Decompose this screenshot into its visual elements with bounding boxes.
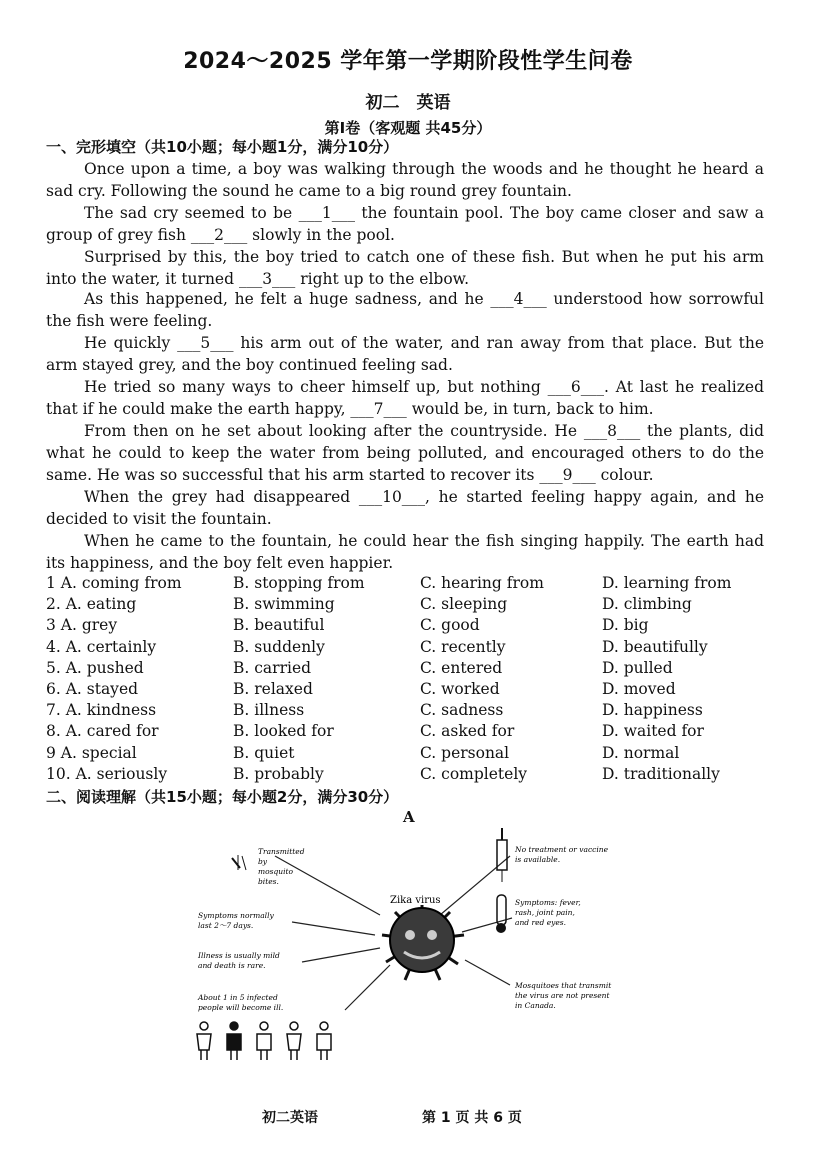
cloze-paragraph: The sad cry seemed to be ___1___ the fountain pool. The boy came closer and saw a group of grey fish ___2___ slowly in the pool. [46, 204, 764, 244]
answer-option: B. beautiful [233, 616, 325, 635]
answer-option: 2. A. eating [46, 595, 137, 614]
answer-option: D. pulled [602, 658, 673, 677]
answer-option: D. learning from [602, 574, 732, 592]
answer-option: 8. A. cared for [46, 722, 159, 741]
figure-note: Mosquitoes that transmit the virus are not present in Canada. [515, 981, 612, 1010]
answer-option: C. asked for [420, 722, 515, 741]
cloze-paragraph: Once upon a time, a boy was walking through the woods and he thought he heard a sad cry. Following the sound he came to a big round grey fountain. [46, 160, 764, 200]
answer-option: D. moved [602, 680, 676, 698]
answer-option: B. illness [233, 701, 305, 720]
answer-option: D. waited for [602, 722, 704, 741]
answer-option: C. sleeping [420, 595, 508, 614]
answer-option: C. recently [420, 637, 506, 656]
footer-page-number: 第 1 页 共 6 页 [422, 1110, 522, 1126]
answer-option: B. probably [233, 764, 324, 783]
answer-option: B. looked for [233, 722, 334, 741]
passage-label: A [403, 808, 415, 826]
answer-option: 7. A. kindness [46, 701, 157, 720]
answer-option: C. entered [420, 658, 503, 677]
cloze-paragraph: When he came to the fountain, he could hear the fish singing happily. The earth had its happiness, and the boy felt even happier. [46, 532, 764, 572]
answer-option: 10. A. seriously [46, 764, 168, 783]
answer-option: D. climbing [602, 595, 692, 614]
answer-option: B. stopping from [233, 574, 365, 592]
footer-subject: 初二英语 [262, 1110, 318, 1126]
figure-note: Symptoms: fever, rash, joint pain, and red eyes. [515, 898, 581, 927]
answer-option: C. completely [420, 764, 528, 783]
answer-option: C. personal [420, 743, 510, 762]
exam-subject: 初二 英语 [365, 93, 451, 113]
answer-option: C. sadness [420, 701, 504, 720]
answer-option: B. suddenly [233, 637, 325, 656]
answer-option: B. relaxed [233, 680, 313, 698]
figure-note: No treatment or vaccine is available. [515, 845, 609, 864]
figure-note: Symptoms normally last 2～7 days. [198, 911, 274, 930]
cloze-paragraph: Surprised by this, the boy tried to catch one of these fish. But when he put his arm into the water, it turned ___3___ right up to the elbow. [46, 248, 764, 288]
answer-option: B. carried [233, 658, 312, 677]
cloze-paragraph: When the grey had disappeared ___10___, he started feeling happy again, and he decided to visit the fountain. [46, 488, 764, 528]
exam-title: 2024～2025 学年第一学期阶段性学生问卷 [183, 49, 633, 74]
answer-option: D. big [602, 616, 649, 635]
answer-option: C. hearing from [420, 574, 544, 592]
answer-option: 3 A. grey [46, 616, 118, 635]
answer-option: B. swimming [233, 595, 335, 614]
answer-option: D. beautifully [602, 637, 708, 656]
figure-note: Illness is usually mild and death is rare. [198, 951, 280, 970]
cloze-paragraph: He tried so many ways to cheer himself up, but nothing ___6___. At last he realized that if he could make the earth happy, ___7___ would be, in turn, back to him. [46, 378, 764, 418]
part-heading: 第Ⅰ卷（客观题 共45分） [324, 119, 492, 137]
answer-option: 4. A. certainly [46, 637, 157, 656]
figure-note: About 1 in 5 infected people will become ill. [198, 993, 284, 1012]
cloze-section-title: 一、完形填空（共10小题；每小题1分，满分10分） [46, 138, 399, 156]
virus-label: Zika virus [390, 895, 441, 906]
cloze-paragraph: He quickly ___5___ his arm out of the water, and ran away from that place. But the arm stayed grey, and the boy continued feeling sad. [46, 334, 764, 374]
answer-option: C. worked [420, 680, 500, 698]
answer-option: D. happiness [602, 701, 703, 720]
answer-option: B. quiet [233, 743, 295, 762]
virus-icon [382, 905, 464, 980]
cloze-paragraph: As this happened, he felt a huge sadness, and he ___4___ understood how sorrowful the fish were feeling. [46, 290, 764, 330]
people-icon [197, 1022, 331, 1060]
answer-option: 6. A. stayed [46, 680, 139, 698]
thermometer-icon [496, 895, 506, 933]
answer-option: D. traditionally [602, 764, 720, 783]
answer-option: 1 A. coming from [46, 574, 182, 592]
reading-section-title: 二、阅读理解（共15小题；每小题2分，满分30分） [46, 788, 399, 806]
answer-option: C. good [420, 616, 480, 635]
syringe-icon [497, 828, 507, 882]
answer-option: 5. A. pushed [46, 658, 144, 677]
figure-note: Transmitted by mosquito bites. [258, 847, 305, 886]
cloze-paragraph: From then on he set about looking after the countryside. He ___8___ the plants, did what he could to keep the water from being polluted, and encouraged others to do the same. He was so successful that his arm started to recover its ___9___ colour. [46, 422, 764, 484]
answer-option: 9 A. special [46, 743, 137, 762]
mosquito-icon [232, 855, 246, 870]
answer-option: D. normal [602, 743, 680, 762]
